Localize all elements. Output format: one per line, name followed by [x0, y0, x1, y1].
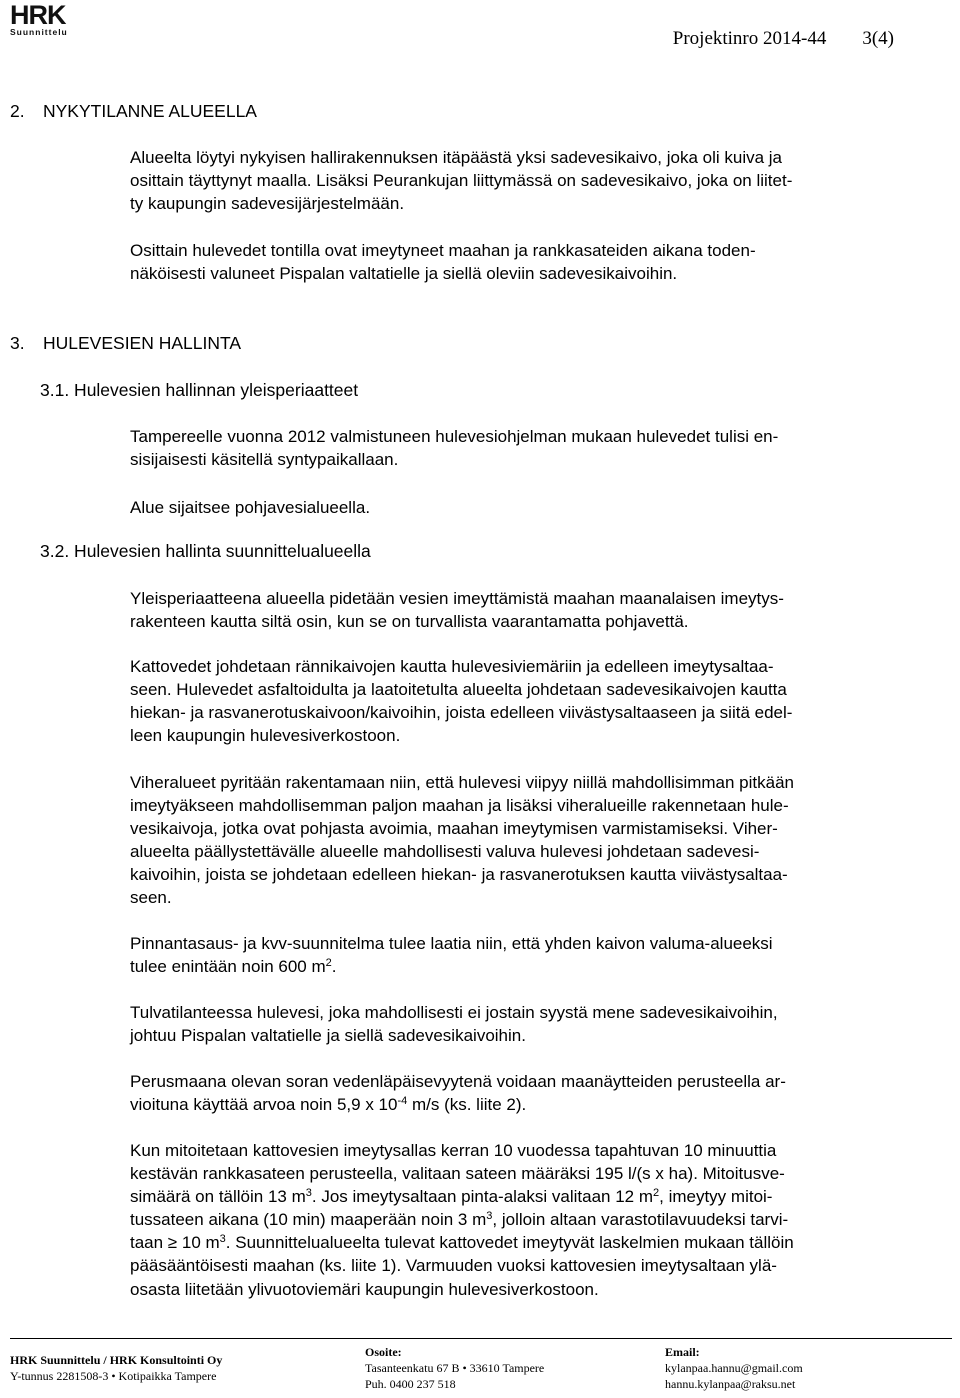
project-number: Projektinro 2014-44: [672, 28, 827, 49]
paragraph: Viheralueet pyritään rakentamaan niin, että hulevesi viipyy niillä mahdollisimman pitkään imeytyäkseen mahdollisemman paljon maahan ja lisäksi viheralueille rakennetaan hule- vesikaivoja, jotka ovat pohjasta avoimia, maahan imeytymisen varmistamiseksi. Viher- alueelta päällystettävälle alueelle mahdollisesti valuva hulevesi johdetaan sadevesi- kaivoihin, joista se johdetaan edelleen hiekan- ja rasvanerotuksen kautta viivästysaltaa- seen.: [130, 773, 794, 908]
footer-company-name: HRK Suunnittelu / HRK Konsultointi Oy: [10, 1353, 223, 1367]
footer-phone: Puh. 0400 237 518: [365, 1377, 456, 1391]
paragraph: Osittain hulevedet tontilla ovat imeytyneet maahan ja rankkasateiden aikana toden- näköisesti valuneet Pispalan valtatielle ja siellä oleviin sadevesikaivoihin.: [130, 241, 756, 284]
paragraph: Kun mitoitetaan kattovesien imeytysallas kerran 10 vuodessa tapahtuvan 10 minuuttia kestävän rankkasateen perusteella, valitaan sateen määräksi 195 l/(s x ha). Mitoitusve- simäärä on tällöin 13 $m^3$. Jos imeytysaltaan pinta-alaksi valitaan 12 $m^2$, imeytyy mitoi- tussateen aikana (10 min) maaperään noin 3 $m^3$, jolloin altaan varastotilavuudeksi tarvi- taan ≥ 10 $m^3$. Suunnittelualueelta tulevat kattovedet imeytyvät laskelmien mukaan tällöin pääsääntöisesti maahan (ks. liite 1). Varmuuden vuoksi kattovesien imeytysaltaan ylä- osasta liitetään ylivuotoviemäri kaupungin hulevesiverkostoon.: [130, 1141, 794, 1299]
section-3-heading: 3. HULEVESIEN HALLINTA: [10, 333, 242, 353]
logo-mark: HRK: [10, 0, 66, 30]
logo-subtitle: Suunnittelu: [10, 27, 68, 37]
company-logo: [10, 2, 85, 36]
paragraph: Alueelta löytyi nykyisen hallirakennuksen itäpäästä yksi sadevesikaivo, joka oli kuiva ja osittain täyttynyt maalla. Lisäksi Peurankujan liittymässä on sadevesikaivo, joka on liitet- ty kaupungin sadevesijärjestelmään.: [130, 148, 793, 214]
page-header-info: [673, 28, 894, 50]
subsection-3-1-heading: 3.1. Hulevesien hallinnan yleisperiaatteet: [40, 380, 359, 400]
paragraph: Pinnantasaus- ja kvv-suunnitelma tulee laatia niin, että yhden kaivon valuma-alueeksi tulee enintään noin 600 $m^2$.: [130, 934, 773, 977]
paragraph: Tampereelle vuonna 2012 valmistuneen hulevesiohjelman mukaan hulevedet tulisi en- sisijaisesti käsitellä syntypaikallaan.: [130, 427, 779, 470]
footer-address-text: Tasanteenkatu 67 B • 33610 Tampere: [365, 1361, 545, 1375]
footer-email-label: Email:: [665, 1345, 700, 1359]
paragraph: Kattovedet johdetaan rännikaivojen kautta hulevesiviemäriin ja edelleen imeytysaltaa- seen. Hulevedet asfaltoidulta ja laatoitetulta alueelta johdetaan sadevesikaivojen kautta hiekan- ja rasvanerotuskaivoon/kaivoihin, joista edelleen viivästysaltaaseen ja siitä edel- leen kaupungin hulevesiverkostoon.: [130, 657, 793, 746]
paragraph: Yleisperiaatteena alueella pidetään vesien imeyttämistä maahan maanalaisen imeytys- rakenteen kautta siltä osin, kun se on turvallista vaarantamatta pohjavettä.: [130, 589, 784, 632]
footer-company-id: Y-tunnus 2281508-3 • Kotipaikka Tampere: [10, 1369, 217, 1383]
footer-address-label: Osoite:: [365, 1345, 402, 1359]
paragraph: Perusmaana olevan soran vedenläpäisevyytenä voidaan maanäytteiden perusteella ar- vioituna käyttää arvoa noin 5,9 x $10^{-4}$ m/s (ks. liite 2).: [130, 1072, 786, 1115]
footer-address: [365, 1344, 544, 1392]
footer-email: [665, 1344, 803, 1392]
section-2-heading: 2. NYKYTILANNE ALUEELLA: [10, 101, 257, 121]
page-number: 3(4): [862, 28, 894, 49]
footer-email-2[interactable]: hannu.kylanpaa@raksu.net: [665, 1377, 796, 1391]
paragraph: Tulvatilanteessa hulevesi, joka mahdollisesti ei jostain syystä mene sadevesikaivoihin, johtuu Pispalan valtatielle ja siellä sadevesikaivoihin.: [130, 1003, 778, 1046]
footer-divider: [10, 1338, 952, 1339]
footer-email-1[interactable]: kylanpaa.hannu@gmail.com: [665, 1361, 803, 1375]
subsection-3-2-heading: 3.2. Hulevesien hallinta suunnittelualueella: [40, 541, 371, 561]
footer-company: [10, 1352, 222, 1384]
paragraph: Alue sijaitsee pohjavesialueella.: [130, 498, 371, 517]
